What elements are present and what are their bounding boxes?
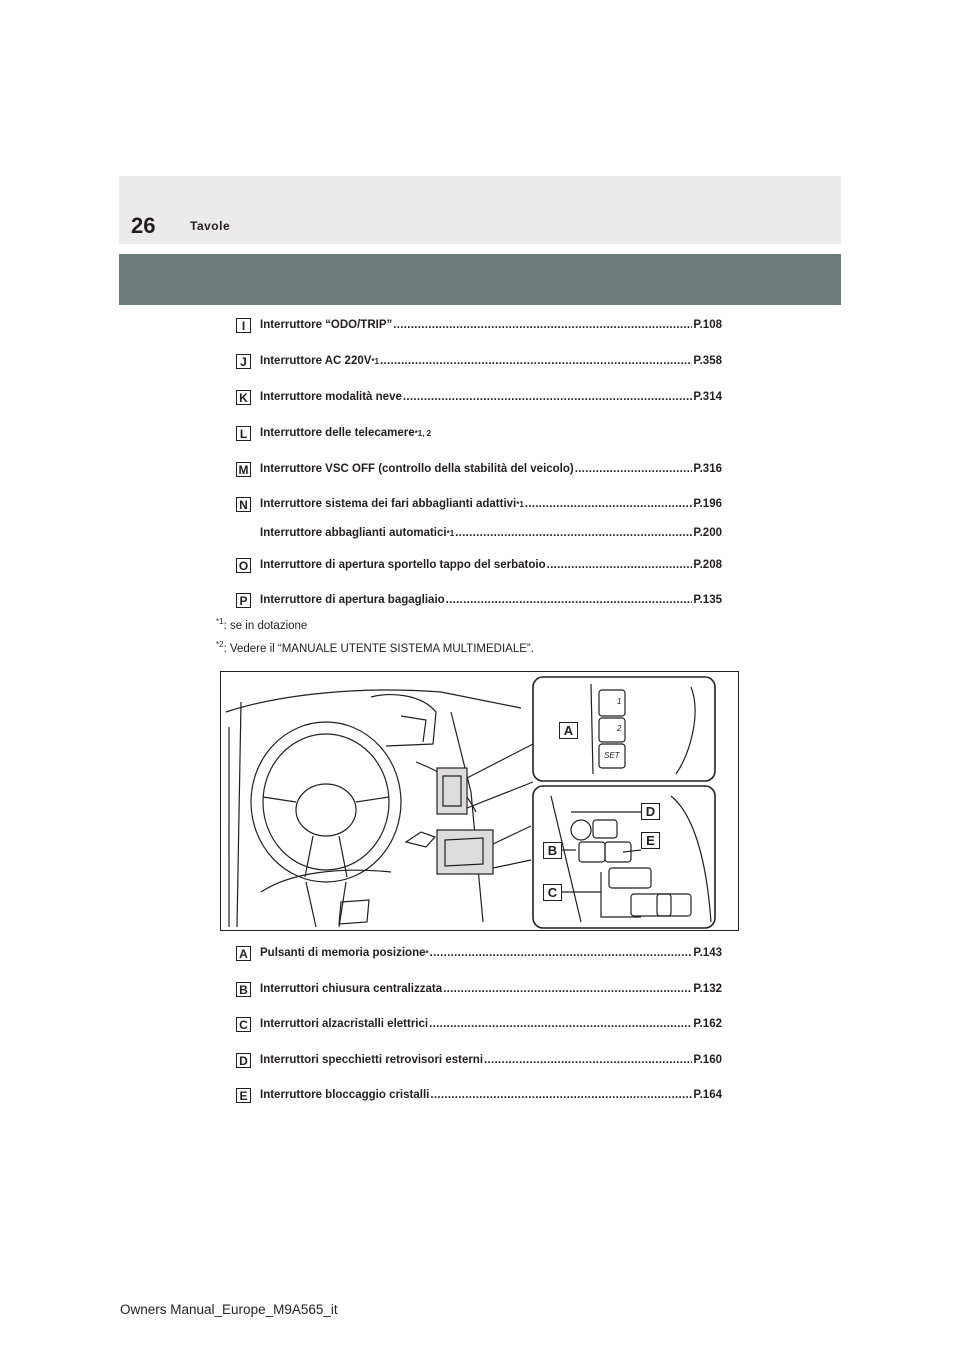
- entry-j: [236, 354, 722, 372]
- letter-box: B: [236, 982, 251, 997]
- footnote-1: [216, 617, 307, 632]
- page-ref[interactable]: P.164: [693, 1089, 722, 1101]
- letter-box: E: [236, 1088, 251, 1103]
- letter-box: O: [236, 558, 251, 573]
- entry-l: [236, 426, 722, 444]
- entry-label: Interruttore di apertura bagagliaio: [260, 594, 445, 606]
- section-title: Tavole: [190, 219, 231, 233]
- page-ref[interactable]: P.196: [693, 498, 722, 510]
- entry-n: [236, 497, 722, 515]
- footnote-mark: *1: [516, 500, 524, 509]
- entry-label: Interruttori specchietti retrovisori esterni: [260, 1054, 484, 1066]
- footnote-text: : se in dotazione: [223, 619, 308, 632]
- button-label-memory-1: 1: [617, 697, 622, 706]
- letter-box: K: [236, 390, 251, 405]
- page-ref[interactable]: P.108: [693, 319, 722, 331]
- entry-i: [236, 318, 722, 336]
- entry-label: Interruttore “ODO/TRIP”: [260, 319, 393, 331]
- entry-k: [236, 390, 722, 408]
- footnote-text: : Vedere il “MANUALE UTENTE SISTEMA MULTIMEDIALE”.: [223, 642, 534, 655]
- entry-label: Interruttore AC 220V: [260, 355, 372, 367]
- footnote-2: [216, 640, 534, 655]
- entry-o: [236, 558, 722, 576]
- letter-box: L: [236, 426, 251, 441]
- entry-d: [236, 1053, 722, 1071]
- letter-box: N: [236, 497, 251, 512]
- page-ref[interactable]: P.316: [693, 463, 722, 475]
- footnote-mark: *1: [216, 617, 224, 626]
- page-number: 26: [131, 213, 156, 238]
- page-ref[interactable]: P.358: [693, 355, 722, 367]
- letter-box: D: [236, 1053, 251, 1068]
- page-ref[interactable]: P.143: [693, 947, 722, 959]
- entry-p: [236, 593, 722, 611]
- callout-c: C: [543, 884, 562, 901]
- footnote-mark: *: [425, 949, 429, 958]
- footer-text: Owners Manual_Europe_M9A565_it: [120, 1302, 338, 1317]
- letter-box: M: [236, 462, 251, 477]
- entry-b: [236, 982, 722, 1000]
- entry-label: Interruttori alzacristalli elettrici: [260, 1018, 429, 1030]
- page-ref[interactable]: P.132: [693, 983, 722, 995]
- letter-box: C: [236, 1017, 251, 1032]
- entry-m: [236, 462, 722, 480]
- callout-b: B: [543, 842, 562, 859]
- footnote-mark: *2: [216, 640, 224, 649]
- entry-label: Interruttore di apertura sportello tappo del serbatoio: [260, 559, 546, 571]
- page-ref[interactable]: P.200: [693, 527, 722, 539]
- page-ref[interactable]: P.162: [693, 1018, 722, 1030]
- footnote-mark: *1: [371, 357, 379, 366]
- entry-a: [236, 946, 722, 964]
- entry-label: Interruttore VSC OFF (controllo della stabilità del veicolo): [260, 463, 574, 475]
- entry-c: [236, 1017, 722, 1035]
- letter-box: I: [236, 318, 251, 333]
- button-label-set: SET: [604, 751, 620, 760]
- page-ref[interactable]: P.135: [693, 594, 722, 606]
- letter-box: P: [236, 593, 251, 608]
- entry-label: Interruttore sistema dei fari abbaglianti adattivi: [260, 498, 517, 510]
- callout-e: E: [641, 832, 660, 849]
- entry-label: Interruttore abbaglianti automatici: [260, 527, 447, 539]
- letter-box: A: [236, 946, 251, 961]
- entry-label: Interruttori chiusura centralizzata: [260, 983, 443, 995]
- title-bar: [119, 254, 841, 305]
- entry-label: Interruttore bloccaggio cristalli: [260, 1089, 430, 1101]
- entry-label: Interruttore modalità neve: [260, 391, 402, 403]
- dashboard-illustration: [220, 671, 739, 931]
- footnote-mark: *1: [446, 529, 455, 538]
- entry-label: Interruttore delle telecamere: [260, 427, 415, 439]
- callout-d: D: [641, 803, 660, 820]
- line-drawing: [221, 672, 739, 931]
- callout-a: A: [559, 722, 578, 739]
- letter-box: J: [236, 354, 251, 369]
- entry-n-auto: [236, 526, 722, 544]
- entry-label: Pulsanti di memoria posizione: [260, 947, 426, 959]
- page-ref[interactable]: P.314: [693, 391, 722, 403]
- page-ref[interactable]: P.208: [693, 559, 722, 571]
- button-label-memory-2: 2: [617, 724, 622, 733]
- page-ref[interactable]: P.160: [693, 1054, 722, 1066]
- entry-e: [236, 1088, 722, 1106]
- footnote-mark: *1, 2: [414, 429, 432, 438]
- header-band: [119, 176, 841, 244]
